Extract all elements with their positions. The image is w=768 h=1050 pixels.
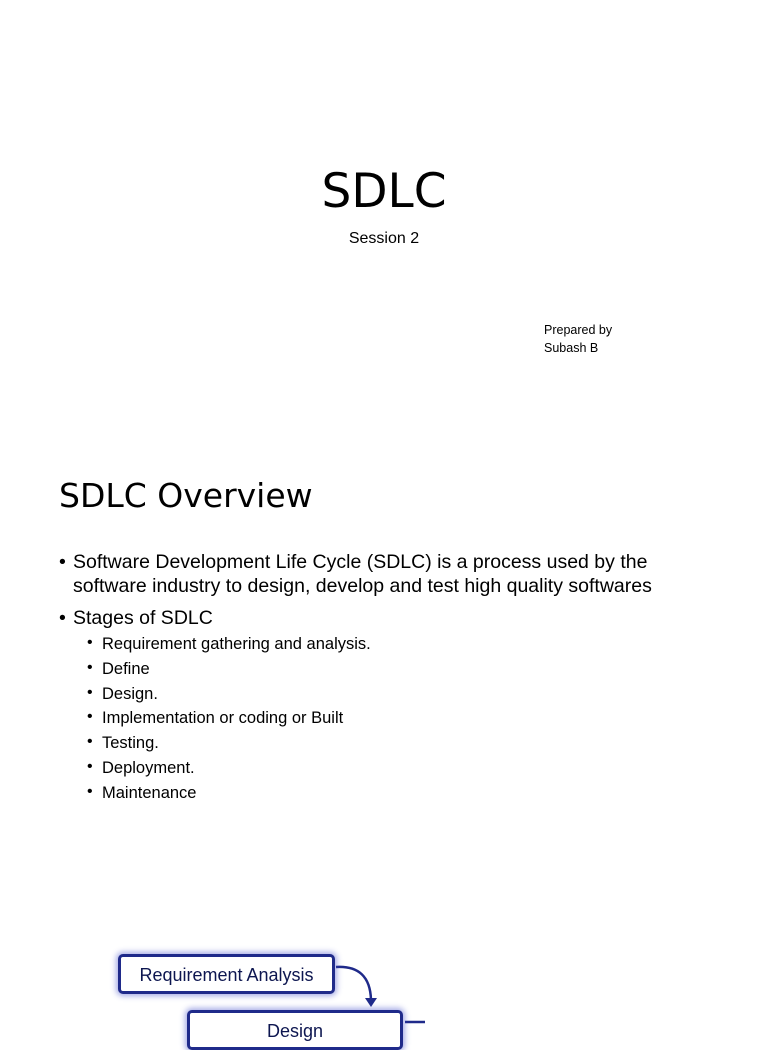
bullet-list [59,550,719,806]
sub-bullet-item: • Design. [87,682,719,707]
sdlc-diagram [0,940,768,1041]
author-block [544,321,612,357]
sub-bullet-item: • Testing. [87,731,719,756]
slide-subtitle: Session 2 [348,230,420,247]
author-name: Subash B [544,341,599,355]
sub-bullet-item: • Deployment. [87,756,719,781]
sub-bullet-list [73,632,719,806]
prepared-by-label: Prepared by [544,323,613,337]
bullet-item [59,606,719,806]
stage-box-requirement-analysis: Requirement Analysis [118,954,335,994]
overview-title: SDLC Overview [59,476,313,515]
stage-box-design: Design [187,1010,403,1050]
sub-bullet-item: • Implementation or coding or Built [87,706,719,731]
slide-title: SDLC [321,164,447,219]
bullet-item: • Software Development Life Cycle (SDLC) is a process used by the software industry to design, develop and test high quality softwares [59,550,719,598]
sub-bullet-item: • Requirement gathering and analysis. [87,632,719,657]
bullet-item-label: Stages of SDLC [73,607,213,629]
sub-bullet-item: • Maintenance [87,781,719,806]
sub-bullet-item: • Define [87,657,719,682]
